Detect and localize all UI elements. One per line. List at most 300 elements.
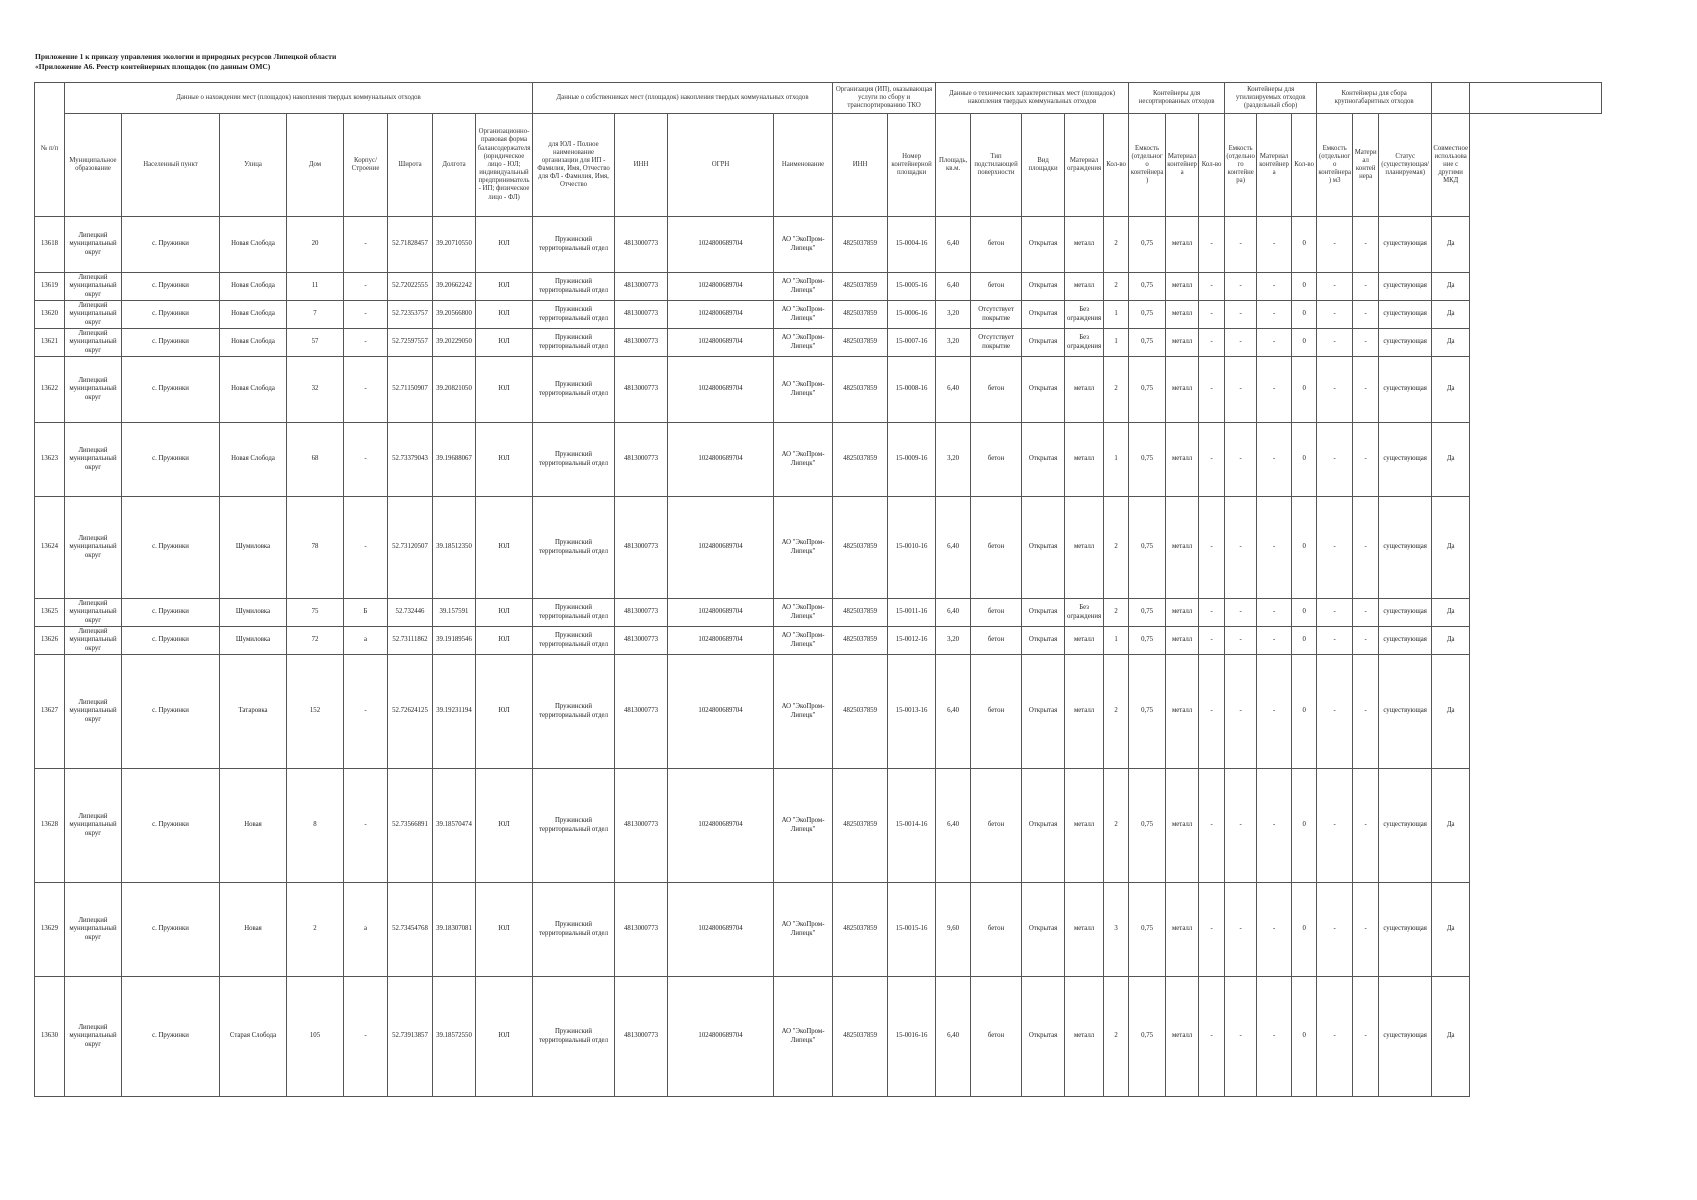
table-cell: Липецкий муниципальный округ (65, 357, 122, 423)
table-cell: 13625 (35, 599, 65, 627)
table-cell: бетон (971, 423, 1022, 497)
table-cell: Открытая (1022, 599, 1065, 627)
table-row (35, 217, 1602, 273)
table-cell: 1 (1104, 423, 1129, 497)
table-cell: 15-0010-16 (888, 497, 936, 599)
table-cell: 52.732446 (388, 599, 433, 627)
table-cell: - (1353, 599, 1379, 627)
column-header: Наименование (774, 114, 833, 217)
table-cell: 39.18570474 (433, 769, 476, 883)
table-cell: ЮЛ (476, 497, 533, 599)
table-cell: 4813000773 (615, 977, 668, 1097)
table-cell: 1024800689704 (668, 329, 774, 357)
table-cell: 3,20 (936, 423, 971, 497)
table-cell: существующая (1379, 883, 1432, 977)
table-cell: - (344, 655, 388, 769)
table-cell: 1024800689704 (668, 497, 774, 599)
table-cell: 0 (1292, 769, 1317, 883)
table-cell: - (1353, 217, 1379, 273)
table-cell: Липецкий муниципальный округ (65, 883, 122, 977)
table-row (35, 627, 1602, 655)
table-cell: 13618 (35, 217, 65, 273)
table-cell: 15-0007-16 (888, 329, 936, 357)
table-cell: Открытая (1022, 977, 1065, 1097)
table-cell: 2 (1104, 599, 1129, 627)
table-cell: ЮЛ (476, 329, 533, 357)
table-cell: бетон (971, 883, 1022, 977)
table-cell: 0 (1292, 655, 1317, 769)
table-cell: 1024800689704 (668, 655, 774, 769)
table-cell: 4813000773 (615, 883, 668, 977)
table-cell: 4825037859 (833, 627, 888, 655)
table-cell: АО "ЭкоПром-Липецк" (774, 423, 833, 497)
table-cell: 52.73111862 (388, 627, 433, 655)
table-cell: - (1353, 627, 1379, 655)
table-cell: - (1317, 423, 1353, 497)
table-cell: бетон (971, 273, 1022, 301)
table-cell: 13624 (35, 497, 65, 599)
table-cell: металл (1166, 977, 1199, 1097)
table-cell: - (1317, 329, 1353, 357)
table-cell: 0,75 (1129, 301, 1166, 329)
table-cell: с. Пружинки (122, 357, 220, 423)
table-cell: 6,40 (936, 599, 971, 627)
table-cell: - (1353, 883, 1379, 977)
column-header: Материал контейнера (1166, 114, 1199, 217)
table-cell: бетон (971, 769, 1022, 883)
table-cell: Пружинский территориальный отдел (533, 769, 615, 883)
table-cell: 0 (1292, 883, 1317, 977)
table-cell: металл (1065, 497, 1104, 599)
table-cell: 1024800689704 (668, 357, 774, 423)
column-header: Кол-во (1104, 114, 1129, 217)
table-cell: 39.18512350 (433, 497, 476, 599)
table-cell: Пружинский территориальный отдел (533, 655, 615, 769)
table-cell: металл (1166, 329, 1199, 357)
column-header: Населенный пункт (122, 114, 220, 217)
table-cell: Липецкий муниципальный округ (65, 599, 122, 627)
table-cell: 0 (1292, 599, 1317, 627)
table-cell: Да (1432, 357, 1470, 423)
table-cell: - (1353, 655, 1379, 769)
table-cell: 52.72022555 (388, 273, 433, 301)
column-header: ИНН (833, 114, 888, 217)
table-cell: ЮЛ (476, 627, 533, 655)
table-cell: Открытая (1022, 627, 1065, 655)
table-cell: - (1225, 357, 1257, 423)
table-cell: Открытая (1022, 329, 1065, 357)
table-cell: 0,75 (1129, 273, 1166, 301)
table-cell: АО "ЭкоПром-Липецк" (774, 883, 833, 977)
table-cell: ЮЛ (476, 977, 533, 1097)
table-cell: 4825037859 (833, 883, 888, 977)
table-cell: металл (1065, 357, 1104, 423)
table-cell: 0 (1292, 357, 1317, 423)
table-cell: с. Пружинки (122, 497, 220, 599)
table-cell: существующая (1379, 497, 1432, 599)
table-cell: Пружинский территориальный отдел (533, 883, 615, 977)
column-header: Кол-во (1199, 114, 1225, 217)
table-cell: - (1225, 273, 1257, 301)
table-cell: - (1317, 217, 1353, 273)
group-header-row (35, 83, 1602, 114)
table-cell: 52.72353757 (388, 301, 433, 329)
table-cell: 4813000773 (615, 599, 668, 627)
table-cell: 15-0005-16 (888, 273, 936, 301)
table-cell: 0 (1292, 497, 1317, 599)
table-cell: - (1257, 423, 1292, 497)
table-cell: 4825037859 (833, 655, 888, 769)
table-row (35, 423, 1602, 497)
table-cell: металл (1166, 217, 1199, 273)
table-cell: 3,20 (936, 627, 971, 655)
table-cell: - (1353, 301, 1379, 329)
column-header: Площадь, кв.м. (936, 114, 971, 217)
column-header: Улица (220, 114, 287, 217)
table-cell: - (1257, 627, 1292, 655)
table-cell: 0 (1292, 423, 1317, 497)
table-cell: 6,40 (936, 217, 971, 273)
table-cell: Без ограждения (1065, 599, 1104, 627)
table-cell: - (1317, 655, 1353, 769)
table-cell: 0,75 (1129, 329, 1166, 357)
table-cell: Пружинский территориальный отдел (533, 599, 615, 627)
table-cell: металл (1065, 423, 1104, 497)
table-cell: Открытая (1022, 497, 1065, 599)
table-cell: Пружинский территориальный отдел (533, 497, 615, 599)
table-cell: существующая (1379, 599, 1432, 627)
table-row (35, 769, 1602, 883)
table-cell: существующая (1379, 357, 1432, 423)
table-cell: - (1225, 883, 1257, 977)
table-cell: АО "ЭкоПром-Липецк" (774, 301, 833, 329)
table-cell: 4825037859 (833, 497, 888, 599)
table-cell: 0,75 (1129, 883, 1166, 977)
table-cell: существующая (1379, 301, 1432, 329)
table-cell: 4825037859 (833, 769, 888, 883)
group-header (1470, 83, 1602, 114)
table-cell: металл (1166, 423, 1199, 497)
table-cell: Липецкий муниципальный округ (65, 769, 122, 883)
table-cell: Новая Слобода (220, 329, 287, 357)
table-cell: - (1257, 769, 1292, 883)
table-cell: - (344, 329, 388, 357)
table-cell: - (1199, 627, 1225, 655)
table-cell: Без ограждения (1065, 301, 1104, 329)
table-cell: - (1225, 217, 1257, 273)
table-cell: 15-0012-16 (888, 627, 936, 655)
heading-line-2: «Приложение А6. Реестр контейнерных площадок (по данным ОМС) (35, 62, 271, 71)
table-cell: 4813000773 (615, 273, 668, 301)
table-cell: 4813000773 (615, 217, 668, 273)
table-cell: 1024800689704 (668, 273, 774, 301)
table-cell: - (1257, 273, 1292, 301)
table-cell: ЮЛ (476, 217, 533, 273)
table-cell: 4825037859 (833, 357, 888, 423)
table-cell: а (344, 627, 388, 655)
table-cell: 0 (1292, 627, 1317, 655)
table-cell: 1 (1104, 627, 1129, 655)
table-cell: - (1317, 497, 1353, 599)
table-cell: Липецкий муниципальный округ (65, 497, 122, 599)
table-cell: 13628 (35, 769, 65, 883)
table-cell: бетон (971, 357, 1022, 423)
table-cell: - (1199, 977, 1225, 1097)
table-cell: ЮЛ (476, 301, 533, 329)
table-cell: с. Пружинки (122, 655, 220, 769)
table-cell: Липецкий муниципальный округ (65, 655, 122, 769)
table-cell: Пружинский территориальный отдел (533, 977, 615, 1097)
table-cell: 2 (1104, 655, 1129, 769)
table-cell: 15-0013-16 (888, 655, 936, 769)
table-cell: 1024800689704 (668, 301, 774, 329)
group-header: Организация (ИП), оказывающая услуги по сбору и транспортированию ТКО (833, 83, 936, 114)
table-cell: Пружинский территориальный отдел (533, 423, 615, 497)
table-cell: 39.20821050 (433, 357, 476, 423)
table-cell: 72 (287, 627, 344, 655)
table-cell: 4825037859 (833, 423, 888, 497)
table-cell: - (1225, 655, 1257, 769)
column-header: Муниципальное образование (65, 114, 122, 217)
group-header: Данные о нахождении мест (площадок) накопления твердых коммунальных отходов (65, 83, 533, 114)
table-cell: АО "ЭкоПром-Липецк" (774, 655, 833, 769)
table-cell: металл (1065, 769, 1104, 883)
table-cell: 1024800689704 (668, 599, 774, 627)
table-cell: 13629 (35, 883, 65, 977)
table-cell: - (1353, 977, 1379, 1097)
table-cell: - (1199, 655, 1225, 769)
table-cell: Открытая (1022, 301, 1065, 329)
table-cell: 2 (1104, 497, 1129, 599)
table-cell: АО "ЭкоПром-Липецк" (774, 977, 833, 1097)
table-cell: ЮЛ (476, 599, 533, 627)
table-cell: - (1257, 599, 1292, 627)
table-cell: - (344, 301, 388, 329)
column-header: Организационно-правовая форма балансодержателя (юридическое лицо - ЮЛ; индивидуальный предприниматель - ИП; физическое лицо - ФЛ) (476, 114, 533, 217)
column-header: Материал ограждения (1065, 114, 1104, 217)
table-cell: - (1257, 977, 1292, 1097)
column-header: Долгота (433, 114, 476, 217)
table-cell: 52.71828457 (388, 217, 433, 273)
table-cell: существующая (1379, 423, 1432, 497)
table-cell: Да (1432, 655, 1470, 769)
table-cell: АО "ЭкоПром-Липецк" (774, 627, 833, 655)
table-cell: - (1353, 423, 1379, 497)
table-cell: Пружинский территориальный отдел (533, 627, 615, 655)
table-cell: с. Пружинки (122, 301, 220, 329)
table-cell: с. Пружинки (122, 423, 220, 497)
table-row (35, 977, 1602, 1097)
table-cell: Липецкий муниципальный округ (65, 301, 122, 329)
table-cell: существующая (1379, 627, 1432, 655)
table-row (35, 599, 1602, 627)
table-cell: Без ограждения (1065, 329, 1104, 357)
table-cell: - (1353, 769, 1379, 883)
table-cell: Да (1432, 301, 1470, 329)
table-cell: Пружинский территориальный отдел (533, 357, 615, 423)
table-cell: металл (1065, 273, 1104, 301)
table-cell: - (1317, 357, 1353, 423)
table-cell: Новая Слобода (220, 217, 287, 273)
table-cell: ЮЛ (476, 883, 533, 977)
table-cell: 0,75 (1129, 357, 1166, 423)
table-cell: 0 (1292, 329, 1317, 357)
table-cell: металл (1166, 627, 1199, 655)
table-cell: 4813000773 (615, 655, 668, 769)
table-cell: - (1257, 655, 1292, 769)
table-cell: Новая (220, 769, 287, 883)
table-cell: 0 (1292, 273, 1317, 301)
table-cell: 0 (1292, 301, 1317, 329)
table-cell: - (1225, 769, 1257, 883)
table-cell: 4813000773 (615, 329, 668, 357)
table-cell: - (1317, 977, 1353, 1097)
table-cell: с. Пружинки (122, 769, 220, 883)
table-cell: Шумиловка (220, 497, 287, 599)
table-cell: АО "ЭкоПром-Липецк" (774, 273, 833, 301)
table-cell: 0,75 (1129, 977, 1166, 1097)
table-cell: - (1257, 883, 1292, 977)
table-cell: - (1353, 357, 1379, 423)
table-cell: Пружинский территориальный отдел (533, 329, 615, 357)
table-cell: 15-0008-16 (888, 357, 936, 423)
table-cell: - (1225, 423, 1257, 497)
table-cell: 0,75 (1129, 599, 1166, 627)
column-header: Номер контейнерной площадки (888, 114, 936, 217)
table-cell: Да (1432, 329, 1470, 357)
table-cell: металл (1166, 599, 1199, 627)
table-cell: 3,20 (936, 329, 971, 357)
table-cell: 6,40 (936, 273, 971, 301)
table-cell: 1 (1104, 301, 1129, 329)
table-cell: 78 (287, 497, 344, 599)
table-cell: - (1353, 497, 1379, 599)
table-cell: 4813000773 (615, 423, 668, 497)
table-cell: - (1225, 977, 1257, 1097)
heading-line-1: Приложение 1 к приказу управления экологии и природных ресурсов Липецкой области (35, 52, 337, 61)
column-header: Широта (388, 114, 433, 217)
table-cell: 13620 (35, 301, 65, 329)
table-cell: - (1257, 301, 1292, 329)
table-cell: металл (1166, 357, 1199, 423)
table-row (35, 273, 1602, 301)
table-cell: с. Пружинки (122, 627, 220, 655)
table-cell: 52.73454768 (388, 883, 433, 977)
table-cell: Открытая (1022, 273, 1065, 301)
table-cell: 0,75 (1129, 655, 1166, 769)
column-header: Вид площадки (1022, 114, 1065, 217)
column-header: ОГРН (668, 114, 774, 217)
table-cell: Липецкий муниципальный округ (65, 423, 122, 497)
table-cell: 15-0014-16 (888, 769, 936, 883)
table-cell: Новая Слобода (220, 423, 287, 497)
table-cell: 13626 (35, 627, 65, 655)
table-cell: 4813000773 (615, 769, 668, 883)
table-cell: Открытая (1022, 423, 1065, 497)
group-header: Данные о собственниках мест (площадок) накопления твердых коммунальных отходов (533, 83, 833, 114)
table-cell: Шумиловка (220, 627, 287, 655)
table-cell: Открытая (1022, 883, 1065, 977)
table-cell: - (344, 769, 388, 883)
table-cell: 1024800689704 (668, 883, 774, 977)
table-cell: 4825037859 (833, 273, 888, 301)
table-cell: 2 (1104, 273, 1129, 301)
registry-table (34, 82, 1602, 1097)
table-cell: 39.20710550 (433, 217, 476, 273)
table-cell: 11 (287, 273, 344, 301)
group-header: Контейнеры для сбора крупногабаритных отходов (1317, 83, 1432, 114)
table-row (35, 301, 1602, 329)
table-cell: - (1225, 627, 1257, 655)
column-header: Тип подстилающей поверхности (971, 114, 1022, 217)
table-cell: 52.71150907 (388, 357, 433, 423)
table-cell: 2 (1104, 357, 1129, 423)
table-row (35, 329, 1602, 357)
table-cell: 13621 (35, 329, 65, 357)
table-cell: 6,40 (936, 655, 971, 769)
table-cell: 1024800689704 (668, 423, 774, 497)
table-cell: бетон (971, 977, 1022, 1097)
table-cell: Да (1432, 217, 1470, 273)
table-cell: 3 (1104, 883, 1129, 977)
table-cell: 52.72597557 (388, 329, 433, 357)
table-cell: - (1317, 627, 1353, 655)
table-cell: 0,75 (1129, 627, 1166, 655)
table-cell: - (1353, 273, 1379, 301)
table-cell: - (1199, 301, 1225, 329)
table-cell: металл (1166, 497, 1199, 599)
column-header: Материал контейнера (1257, 114, 1292, 217)
table-cell: 4825037859 (833, 217, 888, 273)
table-cell: 4825037859 (833, 301, 888, 329)
table-row (35, 497, 1602, 599)
table-cell: 15-0004-16 (888, 217, 936, 273)
table-cell: - (1199, 497, 1225, 599)
column-header: Емкость (отдельного контейнера) (1225, 114, 1257, 217)
table-cell: - (1199, 883, 1225, 977)
document-heading (35, 52, 336, 72)
table-cell: 52.73379043 (388, 423, 433, 497)
table-cell: - (1257, 217, 1292, 273)
table-cell: металл (1166, 883, 1199, 977)
table-cell: существующая (1379, 273, 1432, 301)
table-cell: 4825037859 (833, 977, 888, 1097)
table-cell: Да (1432, 423, 1470, 497)
table-cell: - (1317, 273, 1353, 301)
table-cell: существующая (1379, 655, 1432, 769)
table-cell: Старая Слобода (220, 977, 287, 1097)
table-cell: Открытая (1022, 769, 1065, 883)
table-cell: металл (1166, 769, 1199, 883)
table-cell: Пружинский территориальный отдел (533, 301, 615, 329)
table-cell: - (1199, 599, 1225, 627)
table-cell: 1024800689704 (668, 977, 774, 1097)
group-header: Данные о технических характеристиках мест (площадок) накопления твердых коммунальных отходов (936, 83, 1129, 114)
table-cell: 15-0009-16 (888, 423, 936, 497)
table-cell: 57 (287, 329, 344, 357)
table-cell: 32 (287, 357, 344, 423)
table-cell: - (1353, 329, 1379, 357)
table-cell: Липецкий муниципальный округ (65, 627, 122, 655)
table-row (35, 655, 1602, 769)
table-cell: Новая Слобода (220, 357, 287, 423)
table-cell: Открытая (1022, 357, 1065, 423)
column-header: Емкость (отдельного контейнера) (1129, 114, 1166, 217)
table-cell: 13623 (35, 423, 65, 497)
table-cell: бетон (971, 627, 1022, 655)
table-cell: 39.18307081 (433, 883, 476, 977)
table-body (35, 217, 1602, 1097)
